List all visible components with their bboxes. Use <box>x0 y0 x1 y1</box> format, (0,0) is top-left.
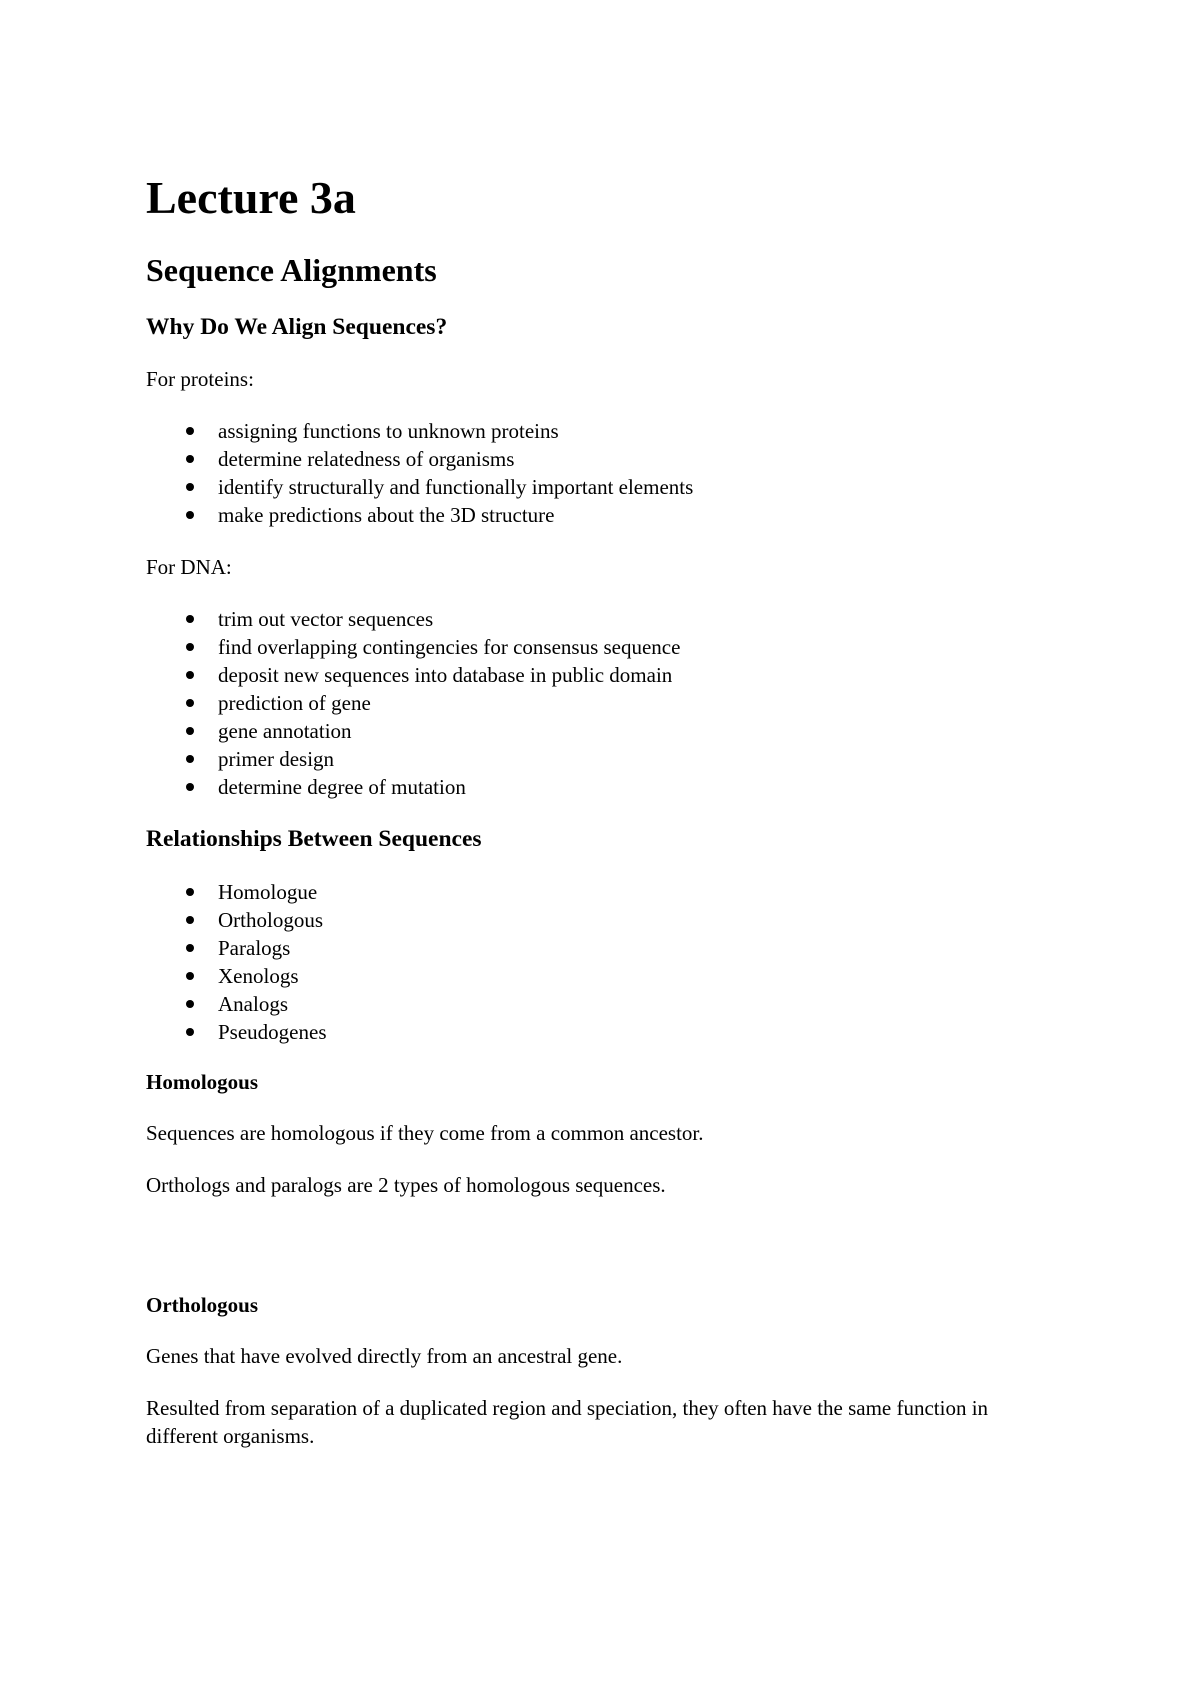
section-heading-relationships: Relationships Between Sequences <box>146 826 482 853</box>
section-heading-why-align: Why Do We Align Sequences? <box>146 314 448 341</box>
list-item: assigning functions to unknown proteins <box>218 417 1060 445</box>
list-item: determine degree of mutation <box>218 773 1060 801</box>
lecture-subtitle: Sequence Alignments <box>146 251 437 288</box>
list-item: gene annotation <box>218 717 1060 745</box>
list-item: primer design <box>218 745 1060 773</box>
proteins-label: For proteins: <box>146 367 254 392</box>
list-item: make predictions about the 3D structure <box>218 501 1060 529</box>
list-item: Analogs <box>218 990 1060 1018</box>
dna-list <box>146 605 1060 801</box>
homologous-paragraph-2: Orthologs and paralogs are 2 types of homologous sequences. <box>146 1172 666 1197</box>
dna-label: For DNA: <box>146 555 232 580</box>
blank-space <box>146 1223 1060 1293</box>
list-item: Orthologous <box>218 906 1060 934</box>
list-item: determine relatedness of organisms <box>218 445 1060 473</box>
homologous-paragraph-1: Sequences are homologous if they come from a common ancestor. <box>146 1120 704 1145</box>
list-item: Pseudogenes <box>218 1018 1060 1046</box>
list-item: Paralogs <box>218 934 1060 962</box>
list-item: find overlapping contingencies for consensus sequence <box>218 633 1060 661</box>
proteins-list <box>146 417 1060 529</box>
orthologous-paragraph-1: Genes that have evolved directly from an ancestral gene. <box>146 1344 623 1369</box>
list-item: trim out vector sequences <box>218 605 1060 633</box>
list-item: identify structurally and functionally important elements <box>218 473 1060 501</box>
orthologous-paragraph-2: Resulted from separation of a duplicated region and speciation, they often have the same function in different organisms. <box>146 1396 989 1449</box>
list-item: prediction of gene <box>218 689 1060 717</box>
list-item: Homologue <box>218 878 1060 906</box>
subheading-homologous: Homologous <box>146 1069 259 1094</box>
subheading-orthologous: Orthologous <box>146 1292 259 1317</box>
list-item: Xenologs <box>218 962 1060 990</box>
list-item: deposit new sequences into database in public domain <box>218 661 1060 689</box>
relationships-list <box>146 878 1060 1046</box>
lecture-title: Lecture 3a <box>146 172 356 223</box>
